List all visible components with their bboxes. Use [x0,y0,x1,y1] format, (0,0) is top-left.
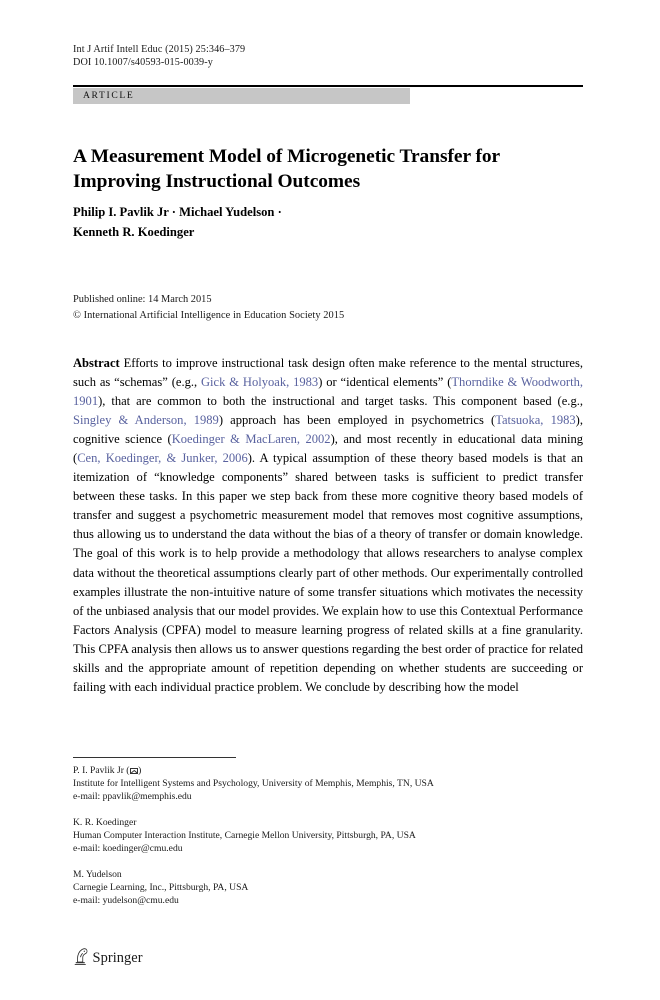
citation-link[interactable]: Tatsuoka, 1983 [495,413,576,428]
citation-link[interactable]: Thorndike & Woodworth, 1901 [73,375,583,409]
author-line-2: Kenneth R. Koedinger [73,224,195,239]
running-head [73,43,583,69]
abstract-body: Efforts to improve instructional task design often make reference to the mental structures, such as “schemas” (e.g., Gick & Holyoak, 1983) or “identical elements” (Thorndike & Woodworth, 1901), that are common to both the instructional and target tasks. This component based (e.g., Singley & Anderson, 1989) approach has been employed in psychometrics (Tatsuoka, 1983), cognitive science (Koedinger & MacLaren, 2002), and most recently in educational data mining (Cen, Koedinger, & Junker, 2006). A typical assumption of these theory based models is that an itemization of “knowledge components” shared between tasks is sufficient to predict transfer between these tasks. In this paper we step back from these more cognitive theory based models of transfer and suggest a psychometric measurement model that removes most cognitive assumptions, thus allowing us to understand the data without the bias of a theory of transfer or domain knowledge. The goal of this work is to help provide a methodology that allows researchers to analyse complex data without the theoretical assumptions clearly part of other methods. Our experimentally controlled examples illustrate the non-intuitive nature of some transfer situations which motivates the necessity of the unbiased analysis that our model provides. We explain how to use this Contextual Performance Factors Analysis (CPFA) model to measure learning progress of related skills at a fine granularity. This CPFA analysis then allows us to answer questions regarding the best order of practice for related skills and the appropriate amount of repetition depending on whether students are succeeding or failing with each individual practice problem. We conclude by describing how the model [73,356,584,694]
affiliation-author-name: K. R. Koedinger [73,816,137,828]
envelope-icon [130,768,138,774]
published-online-date: Published online: 14 March 2015 [73,294,212,305]
author-list [73,203,573,242]
citation-link[interactable]: Singley & Anderson, 1989 [73,413,219,428]
affiliation-block [73,816,583,855]
section-type-label: ARTICLE [83,90,135,101]
affiliation-email[interactable]: e-mail: koedinger@cmu.edu [73,842,183,854]
citation-link[interactable]: Cen, Koedinger, & Junker, 2006 [77,451,248,466]
footnote-separator-rule [73,757,236,758]
springer-knight-icon [73,947,89,966]
affiliation-email[interactable]: e-mail: yudelson@cmu.edu [73,894,179,906]
affiliation-email[interactable]: e-mail: ppavlik@memphis.edu [73,791,192,803]
header-rule [73,85,583,87]
affiliation-address: Carnegie Learning, Inc., Pittsburgh, PA, USA [73,881,249,893]
affiliation-address: Human Computer Interaction Institute, Carnegie Mellon University, Pittsburgh, PA, USA [73,829,416,841]
affiliation-address: Institute for Intelligent Systems and Psychology, University of Memphis, Memphis, TN, USA [73,778,434,790]
citation-link[interactable]: Koedinger & MacLaren, 2002 [171,432,331,447]
doi-line: DOI 10.1007/s40593-015-0039-y [73,57,213,69]
author-affiliations [73,764,583,919]
affiliation-author-name: P. I. Pavlik Jr ( ) [73,765,142,776]
publisher-name: Springer [92,950,143,966]
publisher-logo [73,947,143,966]
section-type-band [73,88,410,104]
publication-info [73,292,583,323]
abstract-heading: Abstract [73,356,120,370]
author-line-1: Philip I. Pavlik Jr · Michael Yudelson · [73,205,282,219]
journal-citation-line: Int J Artif Intell Educ (2015) 25:346–379 [73,44,246,55]
affiliation-author-name: M. Yudelson [73,868,122,880]
page-title: A Measurement Model of Microgenetic Transfer for Improving Instructional Outcomes [73,145,500,193]
affiliation-block [73,868,583,907]
affiliation-block [73,764,583,803]
citation-link[interactable]: Gick & Holyoak, 1983 [201,375,319,390]
abstract-section [73,354,583,697]
copyright-line: © International Artificial Intelligence in Education Society 2015 [73,309,345,321]
